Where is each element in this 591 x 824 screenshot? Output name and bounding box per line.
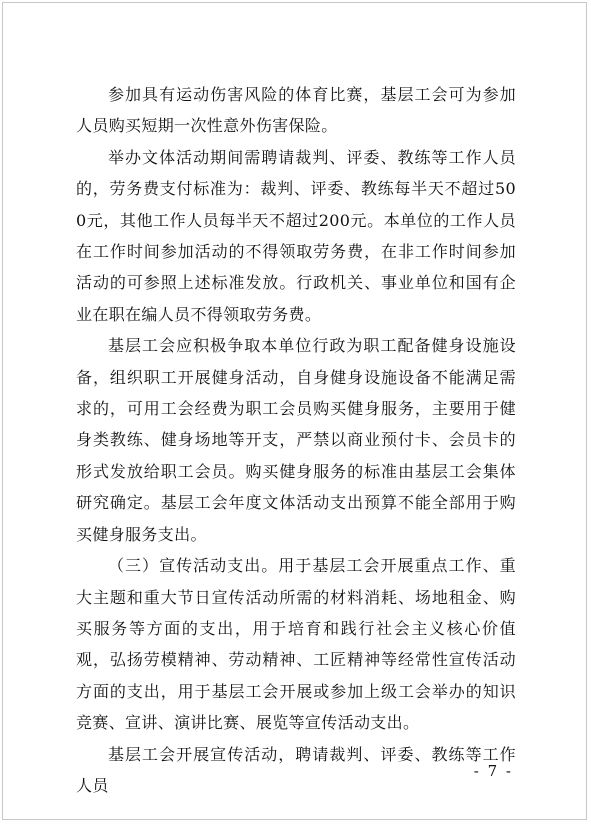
paragraph-publicity-activities: 基层工会开展宣传活动，聘请裁判、评委、教练等工作人员 (76, 744, 516, 795)
document-body (76, 79, 516, 801)
paragraph-fitness-services: 基层工会应积极争取本单位行政为职工配备健身设施设备，组织职工开展健身活动，自身健身设施设备不能满足需求的，可用工会经费为职工会员购买健身服务，主要用于健身类教练、健身场地等开支，严禁以商业预付卡、会员卡的形式发放给职工会员。购买健身服务的标准由基层工会集体研究确定。基层工会年度文体活动支出预算不能全部用于购买健身服务支出。 (76, 336, 516, 544)
paragraph-labor-fees: 举办文体活动期间需聘请裁判、评委、教练等工作人员的，劳务费支付标准为：裁判、评委、教练每半天不超过500元，其他工作人员每半天不超过200元。本单位的工作人员在工作时间参加活动的不得领取劳务费，在非工作时间参加活动的可参照上述标准发放。行政机关、事业单位和国有企业在职在编人员不得领取劳务费。 (76, 147, 516, 324)
paragraph-insurance: 参加具有运动伤害风险的体育比赛，基层工会可为参加人员购买短期一次性意外伤害保险。 (76, 85, 516, 136)
paragraph-publicity-expenses: （三）宣传活动支出。用于基层工会开展重点工作、重大主题和重大节日宣传活动所需的材料消耗、场地租金、购买服务等方面的支出，用于培育和践行社会主义核心价值观，弘扬劳模精神、劳动精神、工匠精神等经常性宣传活动方面的支出，用于基层工会开展或参加上级工会举办的知识竞赛、宣讲、演讲比赛、展览等宣传活动支出。 (76, 556, 516, 733)
page-number: - 7 - (473, 762, 513, 780)
